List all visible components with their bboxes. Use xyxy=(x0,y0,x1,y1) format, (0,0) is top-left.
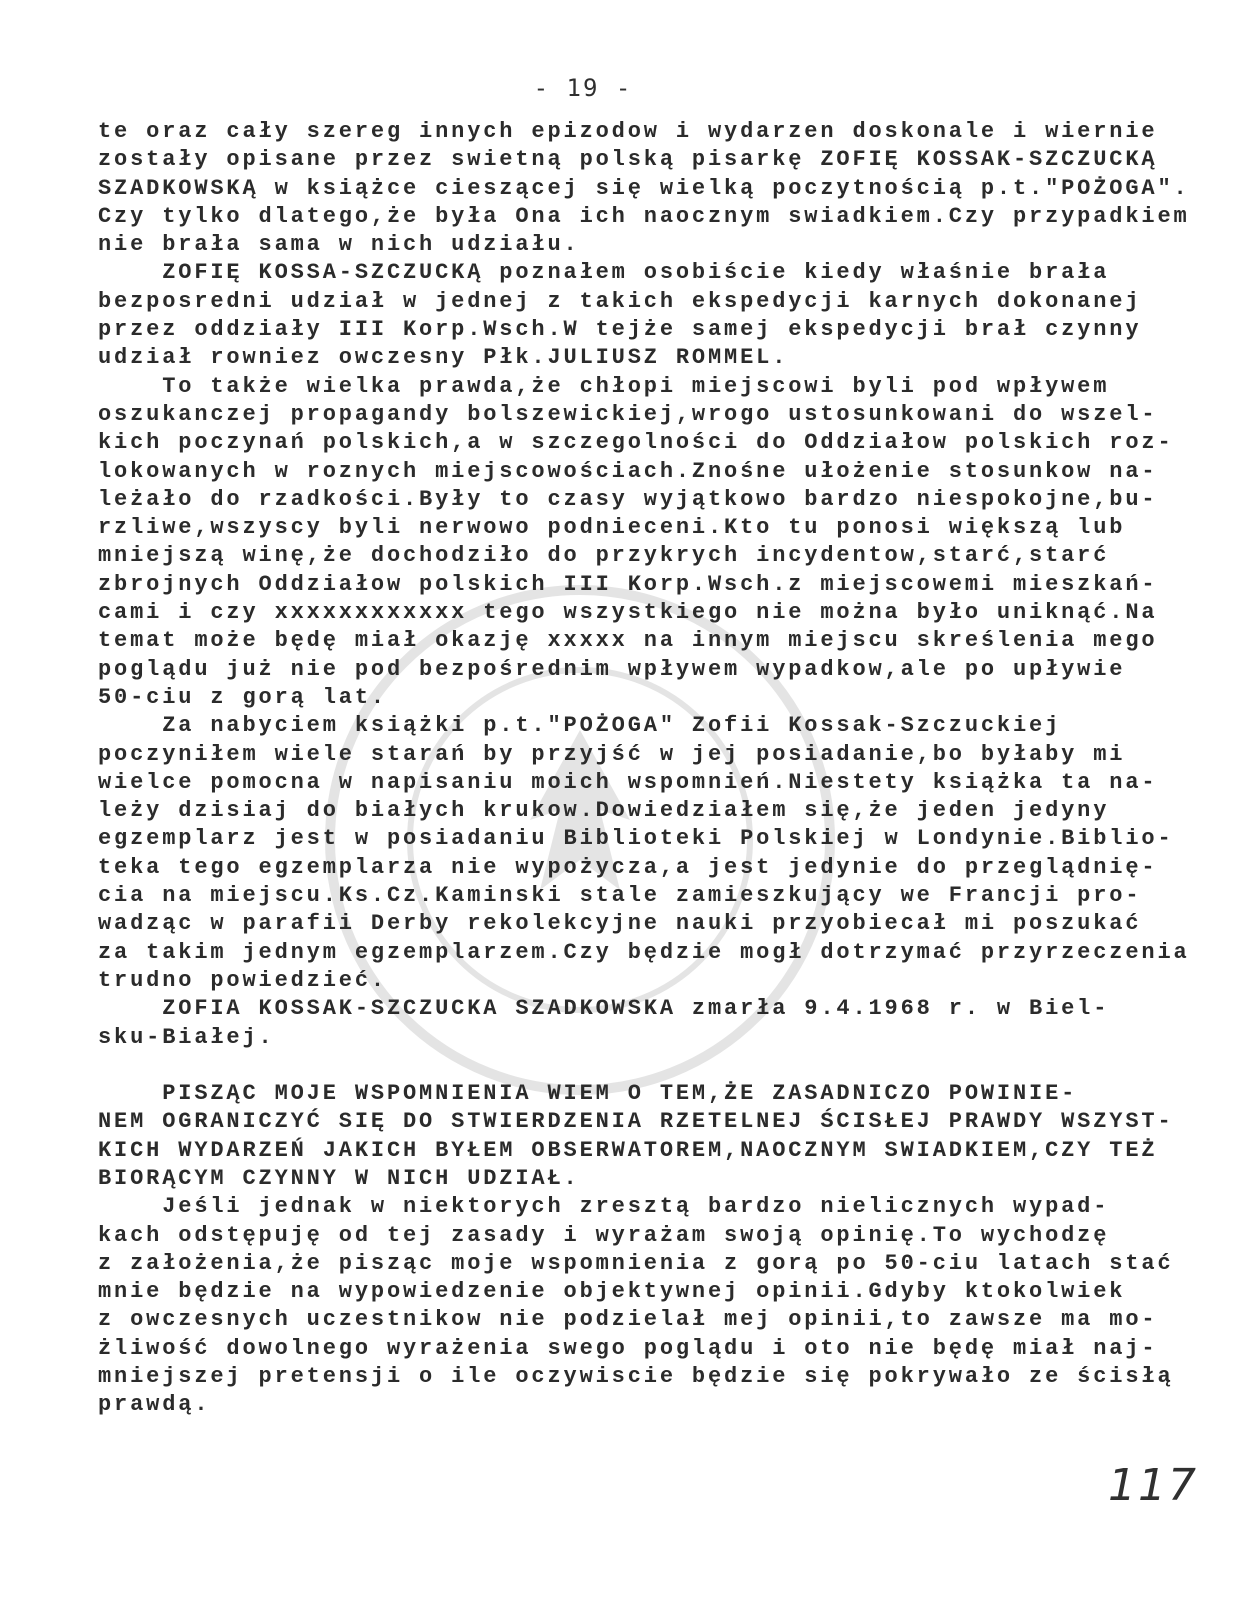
text-line: nie brała sama w nich udziału. xyxy=(98,232,580,258)
text-line: egzemplarz jest w posiadaniu Biblioteki Polskiej w Londynie.Biblio- xyxy=(98,826,1174,852)
text-line: za takim jednym egzemplarzem.Czy będzie mogł dotrzymać przyrzeczenia xyxy=(98,939,1190,965)
blank-line xyxy=(98,1052,1208,1080)
text-line: mniejszej pretensji o ile oczywiscie będzie się pokrywało ze ścisłą xyxy=(98,1364,1174,1390)
text-line: z założenia,że pisząc moje wspomnienia z gorą po 50-ciu latach stać xyxy=(98,1250,1174,1276)
text-line: prawdą. xyxy=(98,1392,211,1418)
text-line: trudno powiedzieć. xyxy=(98,967,387,993)
text-line: KICH WYDARZEŃ JAKICH BYŁEM OBSERWATOREM,NAOCZNYM SWIADKIEM,CZY TEŻ xyxy=(98,1137,1158,1163)
text-line: SZADKOWSKĄ w książce cieszącej się wielką poczytnością p.t."POŻOGA". xyxy=(98,175,1190,201)
text-line: zostały opisane przez swietną polską pisarkę ZOFIĘ KOSSAK-SZCZUCKĄ xyxy=(98,147,1158,173)
text-line: temat może będę miał okazję xxxxx na innym miejscu skreślenia mego xyxy=(98,628,1158,654)
text-line: leżało do rzadkości.Były to czasy wyjątkowo bardzo niespokojne,bu- xyxy=(98,486,1158,512)
text-line: mniejszą winę,że dochodziło do przykrych incydentow,starć,starć xyxy=(98,543,1110,569)
text-line: żliwość dowolnego wyrażenia swego poglądu i oto nie będę miał naj- xyxy=(98,1335,1158,1361)
text-line: kach odstępuję od tej zasady i wyrażam swoją opinię.To wychodzę xyxy=(98,1222,1110,1248)
text-line: z owczesnych uczestnikow nie podzielał mej opinii,to zawsze ma mo- xyxy=(98,1307,1158,1333)
text-line: Czy tylko dlatego,że była Ona ich naocznym swiadkiem.Czy przypadkiem xyxy=(98,203,1190,229)
text-line: 50-ciu z gorą lat. xyxy=(98,684,387,710)
text-line: bezposredni udział w jednej z takich ekspedycji karnych dokonanej xyxy=(98,288,1142,314)
text-line: NEM OGRANICZYĆ SIĘ DO STWIERDZENIA RZETELNEJ ŚCISŁEJ PRAWDY WSZYST- xyxy=(98,1109,1174,1135)
text-line: BIORĄCYM CZYNNY W NICH UDZIAŁ. xyxy=(98,1165,580,1191)
text-line: cami i czy xxxxxxxxxxxx tego wszystkiego nie można było uniknąć.Na xyxy=(98,600,1158,626)
text-line: rzliwe,wszyscy byli nerwowo podnieceni.Kto tu ponosi większą lub xyxy=(98,515,1126,541)
text-line: udział rowniez owczesny Płk.JULIUSZ ROMMEL. xyxy=(98,345,789,371)
text-line: te oraz cały szereg innych epizodow i wydarzen doskonale i wiernie xyxy=(98,119,1158,144)
text-line: oszukanczej propagandy bolszewickiej,wrogo ustosunkowani do wszel- xyxy=(98,401,1158,427)
text-line: PISZĄC MOJE WSPOMNIENIA WIEM O TEM,ŻE ZASADNICZO POWINIE- xyxy=(98,1081,1078,1107)
page-number: - 19 - xyxy=(533,74,633,102)
text-line: przez oddziały III Korp.Wsch.W tejże samej ekspedycji brał czynny xyxy=(98,317,1142,343)
text-line: teka tego egzemplarza nie wypożycza,a jest jedynie do przeglądnię- xyxy=(98,854,1158,880)
text-line: zbrojnych Oddziałow polskich III Korp.Wsch.z miejscowemi mieszkań- xyxy=(98,571,1158,597)
text-line: wielce pomocna w napisaniu moich wspomnień.Niestety książka ta na- xyxy=(98,769,1158,795)
text-line: kich poczynań polskich,a w szczegolności do Oddziałow polskich roz- xyxy=(98,430,1174,456)
text-line: leży dzisiaj do białych krukow.Dowiedziałem się,że jeden jedyny xyxy=(98,798,1110,824)
text-line: wadząc w parafii Derby rekolekcyjne nauki przyobiecał mi poszukać xyxy=(98,911,1142,937)
text-line: ZOFIA KOSSAK-SZCZUCKA SZADKOWSKA zmarła 9.4.1968 r. w Biel- xyxy=(98,996,1110,1022)
typewritten-text xyxy=(98,118,1208,1420)
text-line: Za nabyciem książki p.t."POŻOGA" Zofii Kossak-Szczuckiej xyxy=(98,713,1062,739)
text-line: To także wielka prawda,że chłopi miejscowi byli pod wpływem xyxy=(98,373,1110,399)
text-line: poczyniłem wiele starań by przyjść w jej posiadanie,bo byłaby mi xyxy=(98,741,1126,767)
text-line: ZOFIĘ KOSSA-SZCZUCKĄ poznałem osobiście kiedy właśnie brała xyxy=(98,260,1110,286)
handwritten-page-number: 117 xyxy=(1108,1460,1198,1511)
text-line: sku-Białej. xyxy=(98,1024,275,1050)
text-line: poglądu już nie pod bezpośrednim wpływem wypadkow,ale po upływie xyxy=(98,656,1126,682)
text-line: Jeśli jednak w niektorych zresztą bardzo nielicznych wypad- xyxy=(98,1194,1110,1220)
text-line: mnie będzie na wypowiedzenie objektywnej opinii.Gdyby ktokolwiek xyxy=(98,1279,1126,1305)
text-line: cia na miejscu.Ks.Cz.Kaminski stale zamieszkujący we Francji pro- xyxy=(98,883,1142,909)
text-line: lokowanych w roznych miejscowościach.Znośne ułożenie stosunkow na- xyxy=(98,458,1158,484)
